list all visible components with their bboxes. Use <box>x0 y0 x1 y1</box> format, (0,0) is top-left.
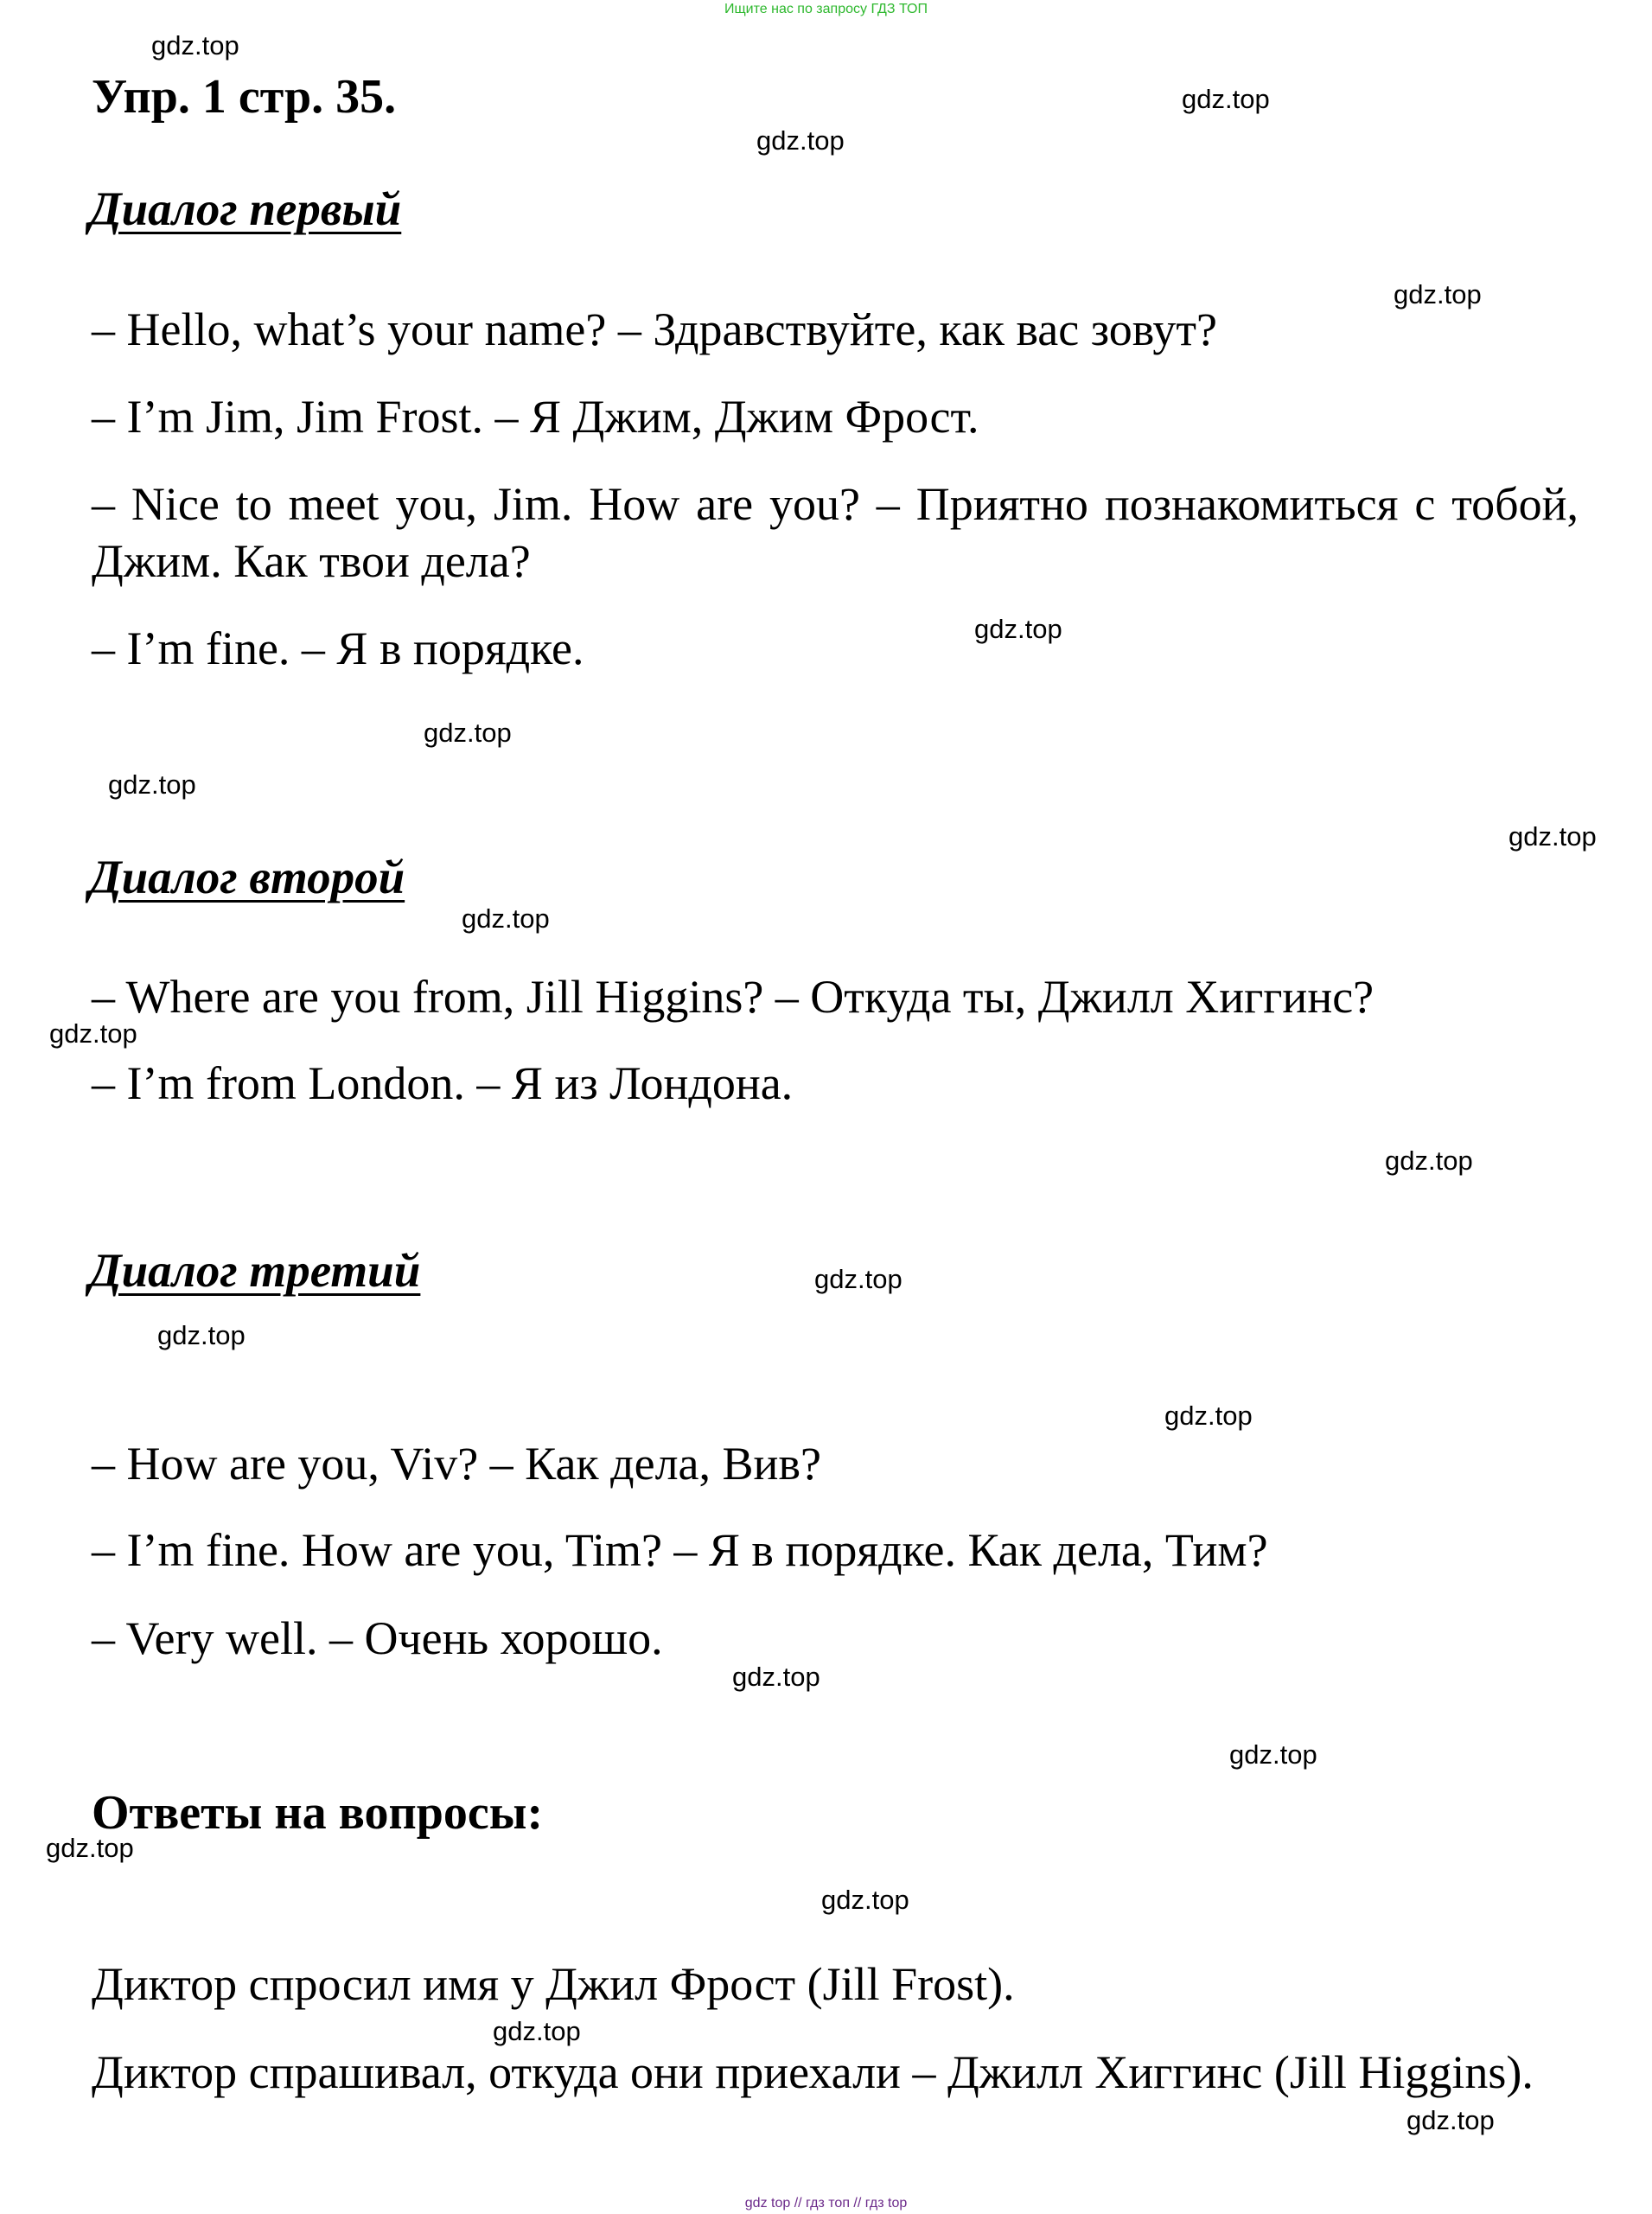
footer-links[interactable]: gdz top // гдз топ // гдз top <box>744 2196 908 2211</box>
watermark: gdz.top <box>108 769 196 800</box>
watermark: gdz.top <box>157 1320 246 1350</box>
watermark: gdz.top <box>756 125 845 156</box>
dialog-third-heading: Диалог третий <box>89 1244 421 1297</box>
watermark: gdz.top <box>974 614 1062 644</box>
watermark: gdz.top <box>1385 1145 1473 1176</box>
dialog-first-line-4: – I’m fine. – Я в порядке. <box>92 622 584 674</box>
answer-line-1: Диктор спросил имя у Джил Фрост (Jill Frost). <box>92 1958 1015 2010</box>
watermark: gdz.top <box>493 2016 581 2046</box>
page-title: Упр. 1 стр. 35. <box>92 70 397 124</box>
dialog-second-line-1: – Where are you from, Jill Higgins? – Откуда ты, Джилл Хиггинс? <box>92 971 1375 1023</box>
answers-heading: Ответы на вопросы: <box>92 1786 544 1840</box>
dialog-third-line-3: – Very well. – Очень хорошо. <box>92 1612 663 1664</box>
watermark: gdz.top <box>151 30 239 61</box>
watermark: gdz.top <box>49 1018 137 1049</box>
dialog-first-line-1: – Hello, what’s your name? – Здравствуйте, как вас зовут? <box>92 303 1217 355</box>
watermark: gdz.top <box>1229 1739 1317 1770</box>
dialog-third-line-1: – How are you, Viv? – Как дела, Вив? <box>92 1438 821 1490</box>
watermark: gdz.top <box>821 1885 909 1915</box>
watermark: gdz.top <box>814 1264 903 1294</box>
watermark: gdz.top <box>1406 2105 1495 2135</box>
dialog-first-line-2: – I’m Jim, Jim Frost. – Я Джим, Джим Фрост. <box>92 391 979 443</box>
watermark: gdz.top <box>732 1662 820 1692</box>
dialog-second-line-2: – I’m from London. – Я из Лондона. <box>92 1057 794 1109</box>
watermark: gdz.top <box>46 1833 134 1863</box>
top-banner[interactable]: Ищите нас по запросу ГДЗ ТОП <box>724 2 928 16</box>
watermark: gdz.top <box>1182 84 1270 114</box>
watermark: gdz.top <box>462 903 550 934</box>
dialog-second-heading: Диалог второй <box>89 851 405 903</box>
watermark: gdz.top <box>1394 279 1482 309</box>
watermark: gdz.top <box>1164 1400 1253 1431</box>
watermark: gdz.top <box>424 718 512 748</box>
watermark: gdz.top <box>1508 821 1597 852</box>
dialog-first-heading: Диалог первый <box>89 182 402 235</box>
dialog-first-line-3: – Nice to meet you, Jim. How are you? – Приятно познакомиться с тобой, Джим. Как твои дела? <box>92 478 1579 587</box>
answer-line-2: Диктор спрашивал, откуда они приехали – Джилл Хиггинс (Jill Higgins). <box>92 2046 1534 2098</box>
dialog-third-line-2: – I’m fine. How are you, Tim? – Я в порядке. Как дела, Тим? <box>92 1524 1268 1576</box>
